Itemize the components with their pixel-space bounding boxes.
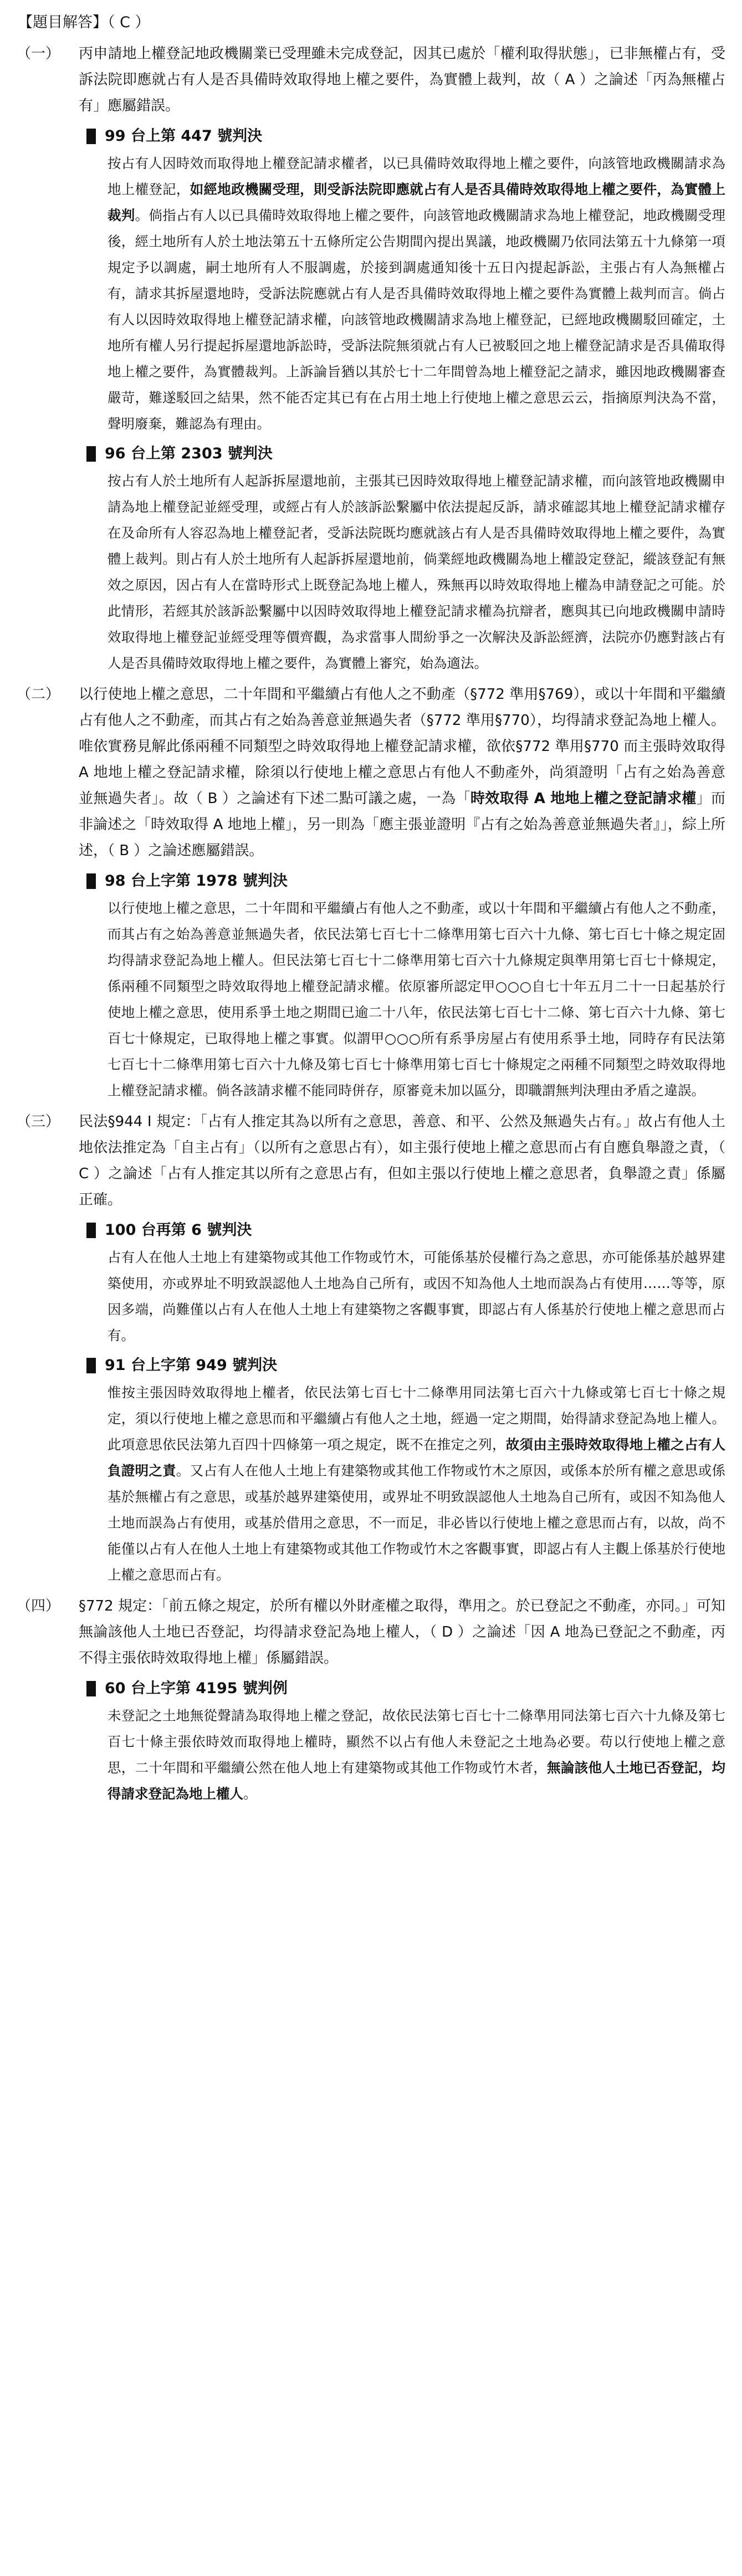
text-run: 。 xyxy=(243,1786,257,1802)
answer-section xyxy=(17,1593,725,1807)
case-title: 98 台上字第 1978 號判決 xyxy=(105,872,288,890)
text-run: 按占有人於土地所有人起訴拆屋還地前，主張其已因時效取得地上權登記請求權，而向該管地政機關申請為地上權登記並經受理，或經占有人於該訴訟繫屬中依法提起反訴，請求確認其地上權登記請求權存在及命所有人容忍為地上權登記者，受訴法院既均應就該占有人是否具備時效取得地上權之要件，為實體上裁判。則占有人於土地所有人起訴拆屋還地前，倘業經地政機關為地上權設定登記，縱該登記有無效之原因，因占有人在當時形式上既登記為地上權人，殊無再以時效取得地上權為申請登記之可能。於此情形，若經其於該訴訟繫屬中以因時效取得地上權登記請求權為抗辯者，應與其已向地政機關申請時效取得地上權登記並經受理等價齊觀，為求當事人間紛爭之一次解決及訴訟經濟，法院亦仍應對該占有人是否具備時效取得地上權之要件，為實體上審究，始為適法。 xyxy=(108,473,725,671)
section-paragraph xyxy=(79,41,725,119)
square-bullet-icon xyxy=(86,1358,96,1373)
bold-emphasis: 時效取得 A 地地上權之登記請求權 xyxy=(470,790,697,807)
case-heading xyxy=(86,1353,725,1378)
case-text xyxy=(108,1703,725,1807)
text-run: 以行使地上權之意思，二十年間和平繼續占有他人之不動產（§772 準用§769），或以十年間和平繼續占有他人之不動產，而其占有之始為善意並無過失者（§772 準用§770），均得請求登記為地上權人。唯依實務見解此係兩種不同類型之時效取得地上權登記請求權，欲依§772 準用§770 而主張時效取得 A 地地上權之登記請求權，除須以行使地上權之意思占有他人不動產外，尚須證明「占有之始為善意並無過失者」。故（ B ）之論述有下述二點可議之處，一為「 xyxy=(79,686,725,807)
text-run: 丙申請地上權登記地政機關業已受理雖未完成登記，因其已處於「權利取得狀態」，已非無權占有，受訴法院即應就占有人是否具備時效取得地上權之要件，為實體上裁判，故（ A ）之論述「丙為無權占有」應屬錯誤。 xyxy=(79,45,725,114)
text-run: 未登記之土地無從聲請為取得地上權之登記，故依民法第七百七十二條準用同法第七百六十九條及第七百七十條主張依時效而取得地上權時，顯然不以占有他人未登記之土地為必要。苟以行使地上權之意思，二十年間和平繼續公然在他人地上有建築物或其他工作物或竹木者， xyxy=(108,1708,725,1776)
section-body xyxy=(79,1593,725,1807)
section-body xyxy=(79,682,725,1103)
case-text xyxy=(108,1244,725,1348)
square-bullet-icon xyxy=(86,1223,96,1238)
text-run: 民法§944 I 規定：「占有人推定其為以所有之意思，善意、和平、公然及無過失占有。」故占有他人土地依法推定為「自主占有」（以所有之意思占有），如主張行使地上權之意思而占有自應負舉證之責，（ C ）之論述「占有人推定其以所有之意思占有，但如主張以行使地上權之意思者，負舉證之責」係屬正確。 xyxy=(79,1113,725,1208)
square-bullet-icon xyxy=(86,1681,96,1696)
case-heading xyxy=(86,124,725,149)
bold-emphasis: 如經地政機關受理，則受訴法院即應就占有人是否具備時效取得地上權之要件，為實體上裁判 xyxy=(108,181,726,223)
answer-section xyxy=(17,682,725,1103)
section-number: （二） xyxy=(17,686,60,703)
case-heading xyxy=(86,441,725,467)
case-heading xyxy=(86,868,725,894)
text-run: 以行使地上權之意思，二十年間和平繼續占有他人之不動產，或以十年間和平繼續占有他人之不動產，而其占有之始為善意並無過失者，依民法第七百七十二條準用第七百六十九條、第七百七十條之規定固均得請求登記為地上權人。但民法第七百七十二條準用第七百六十九條規定與準用第七百七十條規定，係兩種不同類型之時效取得地上權登記請求權。依原審所認定甲○○○自七十年五月二十一日起基於行使地上權之意思，使用系爭土地之期間已逾二十八年，依民法第七百七十二條、第七百六十九條、第七百七十條規定，已取得地上權之事實。似謂甲○○○所有系爭房屋占有使用系爭土地，同時存有民法第七百七十二條準用第七百六十九條及第七百七十條準用第七百七十條規定之兩種不同類型之時效取得地上權登記請求權。倘各該請求權不能同時併存，原審竟未加以區分，即職謂無判決理由矛盾之違誤。 xyxy=(108,900,725,1098)
text-run: 。倘指占有人以已具備時效取得地上權之要件，向該管地政機關請求為地上權登記，地政機關受理後，經土地所有人於土地法第五十五條所定公告期間內提出異議，地政機關乃依同法第五十九條第一項規定予以調處，嗣土地所有人不服調處，於接到調處通知後十五日內提起訴訟，主張占有人為無權占有，請求其拆屋還地時，受訴法院應就占有人是否具備時效取得地上權之要件為實體上裁判而言。倘占有人以因時效取得地上權登記請求權，向該管地政機關請求為地上權登記，已經地政機關駁回確定，土地所有權人另行提起拆屋還地訴訟時，受訴法院無須就占有人已被駁回之地上權登記請求是否具備取得地上權之要件，為實體裁判。上訴論旨猶以其於七十二年間曾為地上權登記之請求，雖因地政機關審查嚴苛，難遂駁回之結果，然不能否定其已有在占用土地上行使地上權之意思云云，指摘原判決為不當，聲明廢棄，難認為有理由。 xyxy=(108,207,726,432)
case-heading xyxy=(86,1676,725,1701)
section-paragraph xyxy=(79,682,725,864)
section-paragraph xyxy=(79,1109,725,1213)
answer-section xyxy=(17,1109,725,1588)
case-text xyxy=(108,150,725,437)
square-bullet-icon xyxy=(86,873,96,889)
case-title: 99 台上第 447 號判決 xyxy=(105,127,263,145)
bold-emphasis: 故須由主張時效取得地上權之占有人負證明之責 xyxy=(108,1437,726,1479)
case-title: 96 台上第 2303 號判決 xyxy=(105,445,273,462)
text-run: 惟按主張因時效取得地上權者，依民法第七百七十二條準用同法第七百六十九條或第七百七十條之規定，須以行使地上權之意思而和平繼續占有他人之土地，經過一定之期間，始得請求登記為地上權人。此項意思依民法第九百四十四條第一項之規定，既不在推定之列， xyxy=(108,1384,725,1453)
answer-sections xyxy=(17,41,725,1807)
section-number: （一） xyxy=(17,45,60,62)
section-number: （四） xyxy=(17,1598,60,1614)
section-paragraph xyxy=(79,1593,725,1672)
case-title: 91 台上字第 949 號判決 xyxy=(105,1357,278,1374)
answer-section xyxy=(17,41,725,676)
bold-emphasis: 無論該他人土地已否登記，均得請求登記為地上權人 xyxy=(108,1760,726,1802)
text-run: 占有人在他人土地上有建築物或其他工作物或竹木，可能係基於侵權行為之意思，亦可能係基於越界建築使用，亦或界址不明致誤認他人土地為自己所有，或因不知為他人土地而誤為占有使用……等等，原因多端，尚難僅以占有人在他人土地上有建築物之客觀事實，即認占有人係基於行使地上權之意思而占有。 xyxy=(108,1249,725,1343)
text-run: 按占有人因時效而取得地上權登記請求權者，以已具備時效取得地上權之要件，向該管地政機關請求為地上權登記， xyxy=(108,155,725,197)
square-bullet-icon xyxy=(86,129,96,144)
text-run: §772 規定：「前五條之規定，於所有權以外財產權之取得，準用之。於已登記之不動產，亦同。」可知無論該他人土地已否登記，均得請求登記為地上權人，（ D ）之論述「因 A 地為已登記之不動產，丙不得主張依時效取得地上權」係屬錯誤。 xyxy=(79,1598,725,1667)
text-run: 」而非論述之「時效取得 A 地地上權」，另一則為「應主張並證明『占有之始為善意並無過失者』」，綜上所述，（ B ）之論述應屬錯誤。 xyxy=(79,790,725,859)
case-heading xyxy=(86,1218,725,1243)
case-text xyxy=(108,468,725,676)
case-title: 100 台再第 6 號判決 xyxy=(105,1221,252,1239)
text-run: 。又占有人在他人土地上有建築物或其他工作物或竹木之原因，或係本於所有權之意思或係基於無權占有之意思，或基於越界建築使用，或界址不明致誤認他人土地為自己所有，或因不知為他人土地而誤為占有使用，或基於借用之意思，不一而足，非必皆以行使地上權之意思而占有，以故，尚不能僅以占有人在他人土地上有建築物或其他工作物或竹木之客觀事實，即認占有人主觀上係基於行使地上權之意思而占有。 xyxy=(108,1463,725,1583)
case-title: 60 台上字第 4195 號判例 xyxy=(105,1680,288,1697)
case-text xyxy=(108,1379,725,1588)
question-answer: 【題目解答】（ C ） xyxy=(18,14,150,31)
section-body xyxy=(79,41,725,676)
case-text xyxy=(108,895,725,1103)
square-bullet-icon xyxy=(86,446,96,462)
section-number: （三） xyxy=(17,1113,60,1130)
section-body xyxy=(79,1109,725,1588)
